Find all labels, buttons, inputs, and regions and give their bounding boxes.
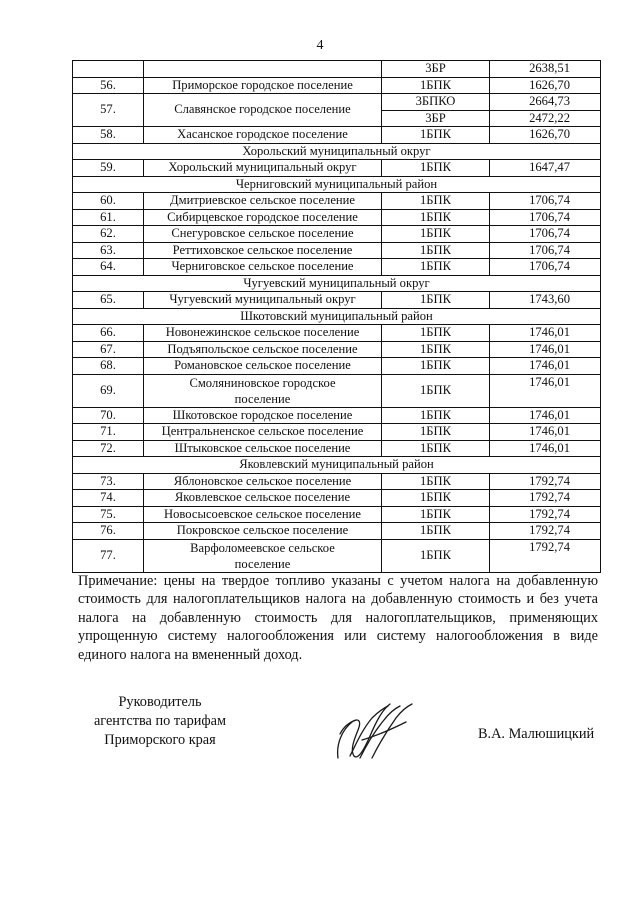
- note-text: Примечание: цены на твердое топливо указаны с учетом налога на добавленную стоимость для налогоплательщиков налога на добавленную стоимость и без учета налога на добавленную стоимость для налогоплательщиков, применяющих упрощенную систему налогообложения или систему налогообложения в виде единого налога на вмененный доход.: [78, 573, 598, 663]
- settlement-name-line1: Варфоломеевское сельское: [190, 540, 335, 555]
- fuel-type: 1БПК: [382, 358, 490, 375]
- fuel-type: 1БПК: [382, 407, 490, 424]
- row-number: 63.: [73, 242, 144, 259]
- settlement-name: Хорольский муниципальный округ: [144, 160, 382, 177]
- price: 1792,74: [490, 473, 601, 490]
- settlement-name: [144, 61, 382, 78]
- fuel-type: 1БПК: [382, 209, 490, 226]
- settlement-name-line2: поселение: [234, 556, 291, 571]
- table-row: [73, 473, 601, 490]
- fuel-type: 1БПК: [382, 424, 490, 441]
- price: 1706,74: [490, 226, 601, 243]
- fuel-type: 1БПК: [382, 440, 490, 457]
- price: 1746,01: [490, 358, 601, 375]
- table-row: [73, 160, 601, 177]
- row-number: 68.: [73, 358, 144, 375]
- fuel-type: 1БПК: [382, 341, 490, 358]
- section-header-row: [73, 176, 601, 193]
- settlement-name: Чугуевский муниципальный округ: [144, 292, 382, 309]
- settlement-name: Яковлевское сельское поселение: [144, 490, 382, 507]
- fuel-type: 1БПК: [382, 77, 490, 94]
- price: 1746,01: [490, 325, 601, 342]
- price: 1626,70: [490, 77, 601, 94]
- table-row: [73, 292, 601, 309]
- row-number: 74.: [73, 490, 144, 507]
- section-title: Черниговский муниципальный район: [73, 176, 601, 193]
- settlement-name: Реттиховское сельское поселение: [144, 242, 382, 259]
- price: 1746,01: [490, 374, 601, 407]
- handwritten-signature: [332, 700, 422, 762]
- settlement-name: Черниговское сельское поселение: [144, 259, 382, 276]
- tariff-table: [72, 60, 601, 573]
- fuel-type: 1БПК: [382, 374, 490, 407]
- section-header-row: [73, 308, 601, 325]
- signatory-title-line2: агентства по тарифам: [93, 713, 227, 729]
- fuel-type: 1БПК: [382, 506, 490, 523]
- settlement-name-line1: Смоляниновское городское: [189, 375, 336, 390]
- price: 1792,74: [490, 523, 601, 540]
- signatory-title-line3: Приморского края: [104, 732, 216, 748]
- table-row: [73, 242, 601, 259]
- row-number: 69.: [73, 374, 144, 407]
- price: 1647,47: [490, 160, 601, 177]
- fuel-type: 1БПК: [382, 490, 490, 507]
- settlement-name: Яблоновское сельское поселение: [144, 473, 382, 490]
- fuel-type: 1БПК: [382, 523, 490, 540]
- settlement-name: [144, 539, 382, 572]
- row-number: 61.: [73, 209, 144, 226]
- table-row: [73, 424, 601, 441]
- table-row: [73, 407, 601, 424]
- table-row: [73, 209, 601, 226]
- row-number: 62.: [73, 226, 144, 243]
- fuel-type: 3БР: [382, 61, 490, 78]
- settlement-name: Новосысоевское сельское поселение: [144, 506, 382, 523]
- section-title: Шкотовский муниципальный район: [73, 308, 601, 325]
- price: 2638,51: [490, 61, 601, 78]
- price: 1792,74: [490, 506, 601, 523]
- table-row: [73, 61, 601, 78]
- settlement-name: Центральненское сельское поселение: [144, 424, 382, 441]
- table-row: [73, 523, 601, 540]
- table-row: [73, 77, 601, 94]
- table-row: [73, 440, 601, 457]
- table-row: [73, 127, 601, 144]
- fuel-type: 1БПК: [382, 160, 490, 177]
- settlement-name: Славянское городское поселение: [144, 94, 382, 127]
- signatory-name: В.А. Малюшицкий: [478, 726, 595, 742]
- section-header-row: [73, 143, 601, 160]
- settlement-name: Шкотовское городское поселение: [144, 407, 382, 424]
- table-row: [73, 539, 601, 572]
- price: 1706,74: [490, 193, 601, 210]
- fuel-type: 3БПКО: [382, 94, 490, 111]
- settlement-name: Приморское городское поселение: [144, 77, 382, 94]
- settlement-name: Хасанское городское поселение: [144, 127, 382, 144]
- price: 1706,74: [490, 259, 601, 276]
- table-row: [73, 94, 601, 111]
- row-number: 70.: [73, 407, 144, 424]
- tariff-table-body: [73, 61, 601, 573]
- table-row: [73, 374, 601, 407]
- note: [78, 572, 598, 664]
- section-title: Яковлевский муниципальный район: [73, 457, 601, 474]
- row-number: 71.: [73, 424, 144, 441]
- settlement-name-line2: поселение: [234, 391, 291, 406]
- price: 1746,01: [490, 341, 601, 358]
- price: 1743,60: [490, 292, 601, 309]
- table-row: [73, 259, 601, 276]
- price: 1706,74: [490, 209, 601, 226]
- price: 1792,74: [490, 539, 601, 572]
- table-row: [73, 506, 601, 523]
- row-number: 67.: [73, 341, 144, 358]
- settlement-name: Покровское сельское поселение: [144, 523, 382, 540]
- row-number: 57.: [73, 94, 144, 127]
- settlement-name: Подъяпольское сельское поселение: [144, 341, 382, 358]
- settlement-name: Новонежинское сельское поселение: [144, 325, 382, 342]
- price: 2664,73: [490, 94, 601, 111]
- signatory-title-line1: Руководитель: [118, 694, 202, 710]
- fuel-type: 1БПК: [382, 259, 490, 276]
- row-number: 73.: [73, 473, 144, 490]
- table-row: [73, 341, 601, 358]
- price: 2472,22: [490, 110, 601, 127]
- price: 1706,74: [490, 242, 601, 259]
- row-number: 58.: [73, 127, 144, 144]
- settlement-name: Дмитриевское сельское поселение: [144, 193, 382, 210]
- price: 1626,70: [490, 127, 601, 144]
- row-number: 60.: [73, 193, 144, 210]
- price: 1746,01: [490, 407, 601, 424]
- section-header-row: [73, 457, 601, 474]
- page-number: 4: [316, 38, 324, 53]
- settlement-name: Сибирцевское городское поселение: [144, 209, 382, 226]
- table-row: [73, 193, 601, 210]
- settlement-name: Романовское сельское поселение: [144, 358, 382, 375]
- price: 1746,01: [490, 424, 601, 441]
- row-number: 77.: [73, 539, 144, 572]
- fuel-type: 1БПК: [382, 242, 490, 259]
- fuel-type: 3БР: [382, 110, 490, 127]
- section-title: Чугуевский муниципальный округ: [73, 275, 601, 292]
- settlement-name: Штыковское сельское поселение: [144, 440, 382, 457]
- price: 1792,74: [490, 490, 601, 507]
- row-number: 72.: [73, 440, 144, 457]
- section-header-row: [73, 275, 601, 292]
- row-number: 66.: [73, 325, 144, 342]
- row-number: 76.: [73, 523, 144, 540]
- fuel-type: 1БПК: [382, 325, 490, 342]
- table-row: [73, 325, 601, 342]
- row-number: 75.: [73, 506, 144, 523]
- table-row: [73, 358, 601, 375]
- row-number: [73, 61, 144, 78]
- fuel-type: 1БПК: [382, 127, 490, 144]
- fuel-type: 1БПК: [382, 226, 490, 243]
- fuel-type: 1БПК: [382, 292, 490, 309]
- fuel-type: 1БПК: [382, 539, 490, 572]
- signatory-title: [80, 693, 240, 750]
- section-title: Хорольский муниципальный округ: [73, 143, 601, 160]
- row-number: 65.: [73, 292, 144, 309]
- row-number: 64.: [73, 259, 144, 276]
- row-number: 59.: [73, 160, 144, 177]
- price: 1746,01: [490, 440, 601, 457]
- fuel-type: 1БПК: [382, 473, 490, 490]
- row-number: 56.: [73, 77, 144, 94]
- fuel-type: 1БПК: [382, 193, 490, 210]
- table-row: [73, 490, 601, 507]
- settlement-name: [144, 374, 382, 407]
- table-row: [73, 226, 601, 243]
- settlement-name: Снегуровское сельское поселение: [144, 226, 382, 243]
